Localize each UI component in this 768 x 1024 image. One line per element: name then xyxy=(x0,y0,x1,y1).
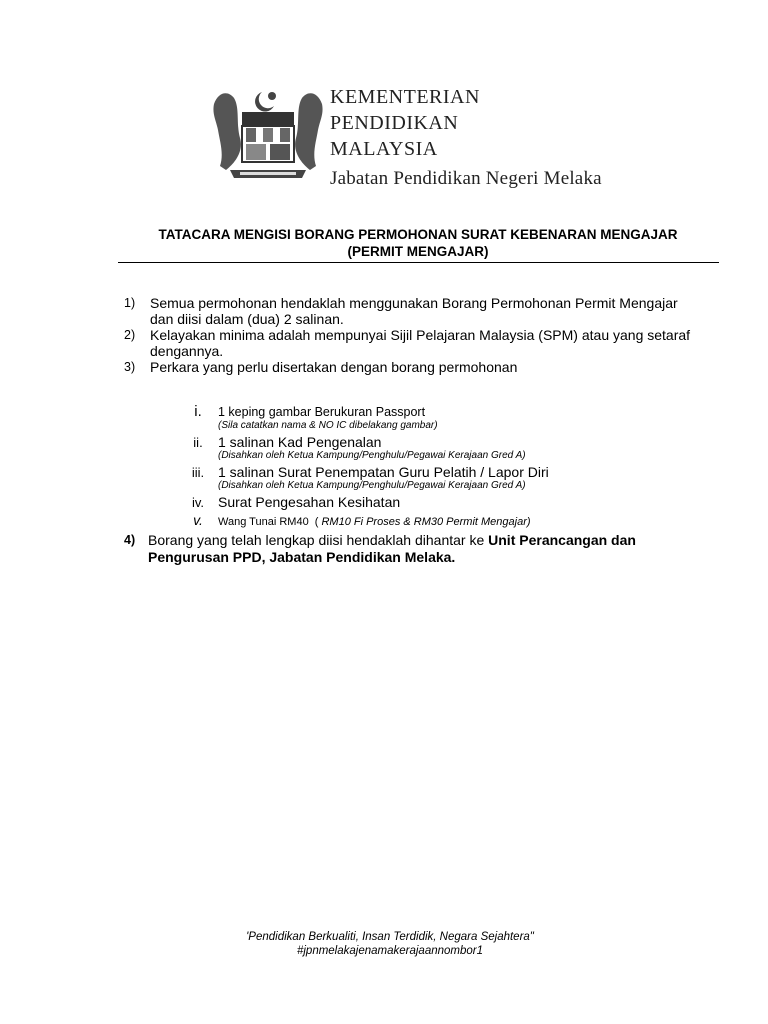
instruction-list xyxy=(124,295,704,375)
motto-text: 'Pendidikan Berkualiti, Insan Terdidik, Negara Sejahtera" xyxy=(246,931,534,943)
requirements-list xyxy=(178,403,598,528)
title-line-1: TATACARA MENGISI BORANG PERMOHONAN SURAT KEBENARAN MENGAJAR xyxy=(158,227,678,242)
requirement-note-inline: RM10 Fi Proses & RM30 Permit Mengajar) xyxy=(321,516,531,528)
ministry-line-3: MALAYSIA xyxy=(330,138,438,160)
requirement-number: iii. xyxy=(191,465,205,480)
department-name: Jabatan Pendidikan Negeri Melaka xyxy=(330,168,602,189)
item-number: 3) xyxy=(124,360,136,374)
requirement-note: (Disahkan oleh Ketua Kampung/Penghulu/Pegawai Kerajaan Gred A) xyxy=(218,480,526,491)
item-number: 1) xyxy=(124,296,136,310)
requirement-row xyxy=(178,434,598,450)
requirement-note: (Sila catatkan nama & NO IC dibelakang gambar) xyxy=(218,420,438,431)
ministry-line-2: PENDIDIKAN xyxy=(330,112,459,134)
item-text: Semua permohonan hendaklah menggunakan Borang Permohonan Permit Mengajar dan diisi dalam (dua) 2 salinan. xyxy=(150,295,678,327)
hashtag-text: #jpnmelakajenamakerajaannombor1 xyxy=(296,945,484,957)
item-number: 4) xyxy=(124,533,136,547)
requirement-number: v. xyxy=(193,512,203,528)
title-divider xyxy=(118,262,719,263)
document-title xyxy=(118,226,718,260)
ministry-wordmark xyxy=(330,84,602,192)
instruction-item xyxy=(124,327,704,359)
requirement-text: 1 salinan Surat Penempatan Guru Pelatih / Lapor Diri xyxy=(218,464,549,480)
requirement-text: 1 salinan Kad Pengenalan xyxy=(218,434,382,450)
submission-office: Unit Perancangan dan Pengurusan PPD, Jabatan Pendidikan Melaka. xyxy=(148,532,636,565)
requirement-row xyxy=(178,464,598,480)
instruction-item-4 xyxy=(124,532,684,566)
item-text: Perkara yang perlu disertakan dengan borang permohonan xyxy=(150,359,518,375)
footer-motto xyxy=(150,930,630,958)
item-text: Borang yang telah lengkap diisi hendaklah dihantar ke xyxy=(148,532,489,548)
ministry-line-1: KEMENTERIAN xyxy=(330,86,480,108)
requirement-text: Surat Pengesahan Kesihatan xyxy=(218,494,401,510)
requirement-number: ii. xyxy=(193,435,203,450)
item-text: Kelayakan minima adalah mempunyai Sijil Pelajaran Malaysia (SPM) atau yang setaraf dengannya. xyxy=(150,327,691,359)
item-number: 2) xyxy=(124,328,136,342)
instruction-item xyxy=(124,359,704,375)
requirement-text: Wang Tunai RM40 ( xyxy=(218,516,319,528)
requirement-number: i. xyxy=(194,403,202,420)
requirement-note: (Disahkan oleh Ketua Kampung/Penghulu/Pegawai Kerajaan Gred A) xyxy=(218,450,526,461)
requirement-row xyxy=(178,512,598,528)
instruction-item xyxy=(124,295,704,327)
requirement-number: iv. xyxy=(191,495,205,510)
requirement-row xyxy=(178,403,598,420)
coat-of-arms-emblem xyxy=(210,84,326,184)
requirement-text: 1 keping gambar Berukuran Passport xyxy=(218,405,426,419)
requirement-row xyxy=(178,494,598,510)
title-line-2: (PERMIT MENGAJAR) xyxy=(347,244,489,259)
